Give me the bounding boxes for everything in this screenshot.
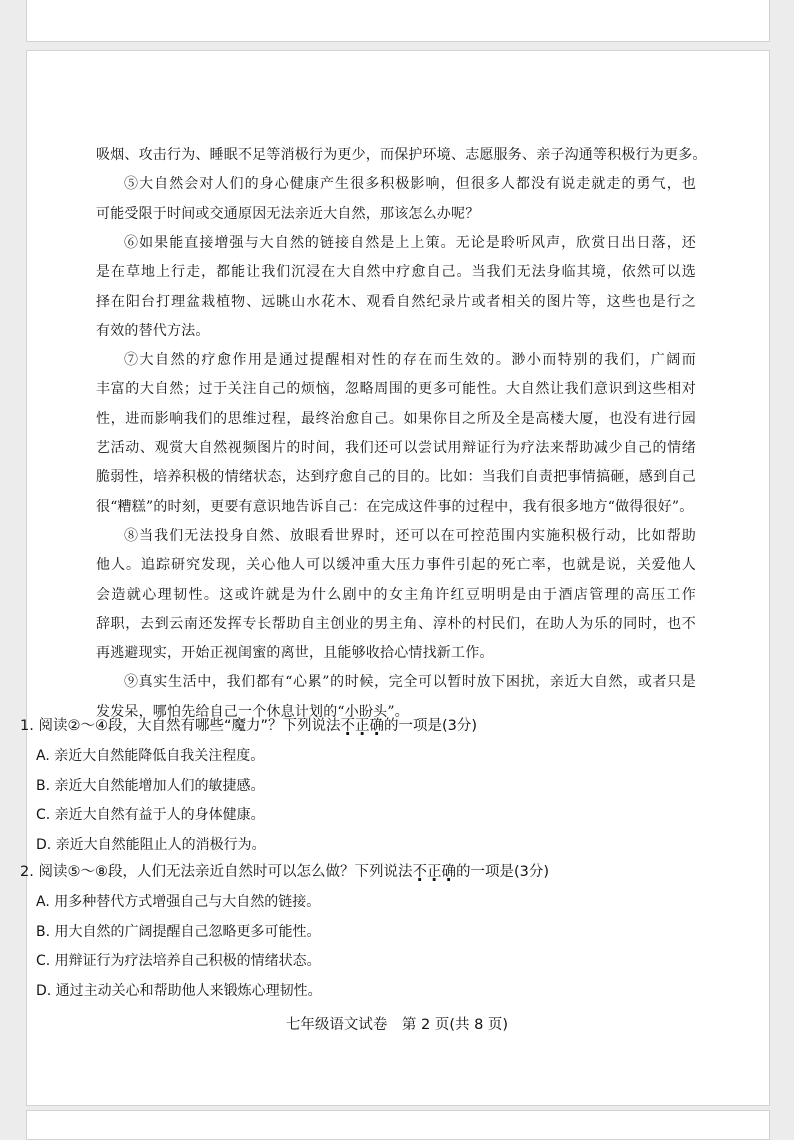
question-2-option: D. 通过主动关心和帮助他人来锻炼心理韧性。	[36, 982, 322, 999]
question-1-option: C. 亲近大自然有益于人的身体健康。	[36, 807, 265, 823]
emphasis-dot-char: 确	[441, 864, 456, 880]
page-footer: 七年级语文试卷 第 2 页(共 8 页)	[285, 1017, 509, 1033]
question-stem-text: 2. 阅读⑤～⑧段，人们无法亲近自然时可以怎么做？下列说法	[20, 864, 413, 880]
question-1-option: D. 亲近大自然能阻止人的消极行为。	[36, 836, 266, 853]
passage-line: 脆弱性，培养积极的情绪状态，达到疗愈自己的目的。比如：当我们自责把事情搞砸，感到自己	[96, 469, 696, 486]
question-stem-text: 1. 阅读②～④段，大自然有哪些“魔力”？下列说法	[20, 718, 341, 734]
passage-line: ⑤大自然会对人们的身心健康产生很多积极影响，但很多人都没有说走就走的勇气，也	[124, 176, 696, 193]
question-1-option: A. 亲近大自然能降低自我关注程度。	[36, 748, 265, 764]
emphasis-dot-char: 正	[426, 864, 442, 880]
question-1-option: B. 亲近大自然能增加人们的敏捷感。	[36, 777, 265, 794]
passage-line: 吸烟、攻击行为、睡眠不足等消极行为更少，而保护环境、志愿服务、亲子沟通等积极行为更多。	[96, 147, 707, 163]
previous-page-edge	[26, 0, 770, 42]
emphasis-dot-char: 确	[369, 718, 384, 734]
question-1-stem	[20, 716, 620, 736]
passage-line: 艺活动、观赏大自然视频图片的时间，我们还可以尝试用辩证行为疗法来帮助减少自己的情绪	[96, 440, 696, 456]
question-2-option: B. 用大自然的广阔提醒自己忽略更多可能性。	[36, 923, 321, 940]
question-score: 的一项是(3分)	[455, 864, 549, 880]
passage-line: ⑨真实生活中，我们都有“心累”的时候，完全可以暂时放下困扰，亲近大自然，或者只是	[124, 674, 696, 691]
passage-line: ⑦大自然的疗愈作用是通过提醒相对性的存在而生效的。渺小而特别的我们，广阔而	[124, 352, 696, 369]
emphasis-dot-char: 不	[412, 864, 427, 880]
passage-line: 性，进而影响我们的思维过程，最终治愈自己。如果你目之所及全是高楼大厦，也没有进行园	[96, 410, 696, 427]
passage-line: 辞职，去到云南还发挥专长帮助自主创业的男主角、淳朴的村民们，在助人为乐的同时，也不	[96, 615, 696, 632]
passage-line: 择在阳台打理盆栽植物、远眺山水花木、观看自然纪录片或者相关的图片等，这些也是行之	[96, 293, 696, 310]
question-2-stem	[20, 862, 620, 882]
passage-line: 很“糟糕”的时刻，更要有意识地告诉自己：在完成这件事的过程中，我有很多地方“做得很好”。	[96, 498, 694, 515]
passage-line: 发发呆，哪怕先给自己一个休息计划的“小盼头”。	[96, 703, 409, 720]
passage-line: 会造就心理韧性。这或许就是为什么剧中的女主角许红豆明明是由于酒店管理的高压工作	[96, 586, 696, 603]
passage-line: 可能受限于时间或交通原因无法亲近大自然，那该怎么办呢？	[96, 205, 480, 222]
passage-line: 丰富的大自然；过于关注自己的烦恼，忽略周围的更多可能性。大自然让我们意识到这些相对	[96, 381, 696, 398]
question-2-option: C. 用辩证行为疗法培养自己积极的情绪状态。	[36, 953, 321, 969]
passage-line: 他人。追踪研究发现，关心他人可以缓冲重大压力事件引起的死亡率，也就是说，关爱他人	[96, 557, 696, 574]
emphasis-dot-char: 正	[354, 718, 370, 734]
emphasis-dot-char: 不	[340, 718, 355, 734]
passage-line: 再逃避现实，开始正视闺蜜的离世，且能够收拾心情找新工作。	[96, 645, 494, 662]
passage-line: 有效的替代方法。	[96, 322, 210, 339]
passage-line: ⑥如果能直接增强与大自然的链接自然是上上策。无论是聆听风声，欣赏日出日落，还	[124, 234, 696, 251]
passage-line: ⑧当我们无法投身自然、放眼看世界时，还可以在可控范围内实施积极行动，比如帮助	[124, 527, 696, 544]
question-2-option: A. 用多种替代方式增强自己与大自然的链接。	[36, 894, 321, 910]
question-score: 的一项是(3分)	[383, 718, 478, 734]
passage-line: 是在草地上行走，都能让我们沉浸在大自然中疗愈自己。当我们无法身临其境，依然可以选	[96, 264, 696, 281]
next-page-edge	[26, 1110, 770, 1140]
